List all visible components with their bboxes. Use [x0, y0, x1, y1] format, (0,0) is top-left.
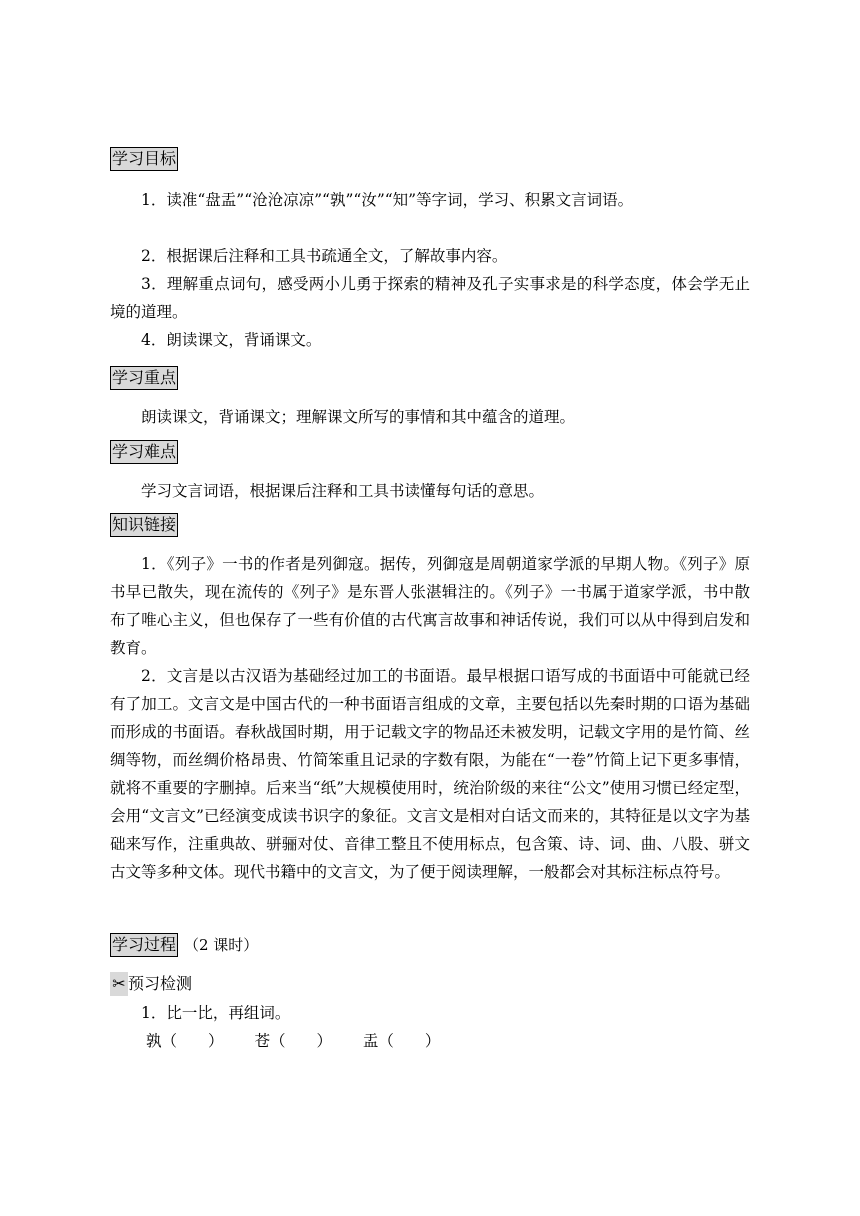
section-heading-difficulties: 学习难点: [110, 440, 178, 464]
word-blank-3: 盂（ ）: [362, 1032, 441, 1050]
goal-item-3: 3．理解重点词句，感受两小儿勇于探索的精神及孔子实事求是的科学态度，体会学无止境的道理。: [110, 275, 750, 321]
process-duration: （2 课时）: [184, 936, 259, 954]
knowledge-item-2: 2．文言是以古汉语为基础经过加工的书面语。最早根据口语写成的书面语中可能就已经有了加工。文言文是中国古代的一种书面语言组成的文章，主要包括以先秦时期的口语为基础而形成的书面语。春秋战国时期，用于记载文字的物品还未被发明，记载文字用的是竹简、丝绸等物，而丝绸价格昂贵、竹简笨重且记录的字数有限，为能在“一卷”竹简上记下更多事情，就将不重要的字删掉。后来当“纸”大规模使用时，统治阶级的来往“公文”使用习惯已经定型，会用“文言文”已经演变成读书识字的象征。文言文是相对白话文而来的，其特征是以文字为基础来写作，注重典故、骈骊对仗、音律工整且不使用标点，包含策、诗、词、曲、八股、骈文古文等多种文体。现代书籍中的文言文，为了便于阅读理解，一般都会对其标注标点符号。: [110, 667, 750, 881]
word-blank-1: 孰（ ）: [146, 1032, 224, 1050]
key-points-text: 朗读课文，背诵课文；理解课文所写的事情和其中蕴含的道理。: [141, 408, 576, 426]
preview-title: 预习检测: [128, 974, 193, 993]
scissors-icon: ✂: [110, 972, 128, 996]
section-heading-goals: 学习目标: [110, 147, 178, 171]
word-blank-2: 苍（ ）: [254, 1032, 332, 1050]
preview-question: 1．比一比，再组词。: [141, 1004, 291, 1022]
knowledge-item-1: 1．《列子》一书的作者是列御寇。据传，列御寇是周朝道家学派的早期人物。《列子》原书早已散失，现在流传的《列子》是东晋人张湛辑注的。《列子》一书属于道家学派，书中散布了唯心主义，但也保存了一些有价值的古代寓言故事和神话传说，我们可以从中得到启发和教育。: [110, 555, 750, 657]
section-heading-key-points: 学习重点: [110, 366, 178, 390]
word-blanks: [146, 1028, 466, 1054]
section-heading-knowledge: 知识链接: [110, 513, 178, 537]
goal-item-2: 2．根据课后注释和工具书疏通全文，了解故事内容。: [141, 247, 508, 265]
goal-item-1: 1．读准“盘盂”“沧沧凉凉”“孰”“汝”“知”等字词，学习、积累文言词语。: [141, 191, 634, 209]
section-heading-process: 学习过程: [110, 933, 178, 957]
goal-item-4: 4．朗读课文，背诵课文。: [141, 331, 322, 349]
difficulties-text: 学习文言词语，根据课后注释和工具书读懂每句话的意思。: [141, 482, 545, 500]
preview-heading: [110, 972, 192, 996]
